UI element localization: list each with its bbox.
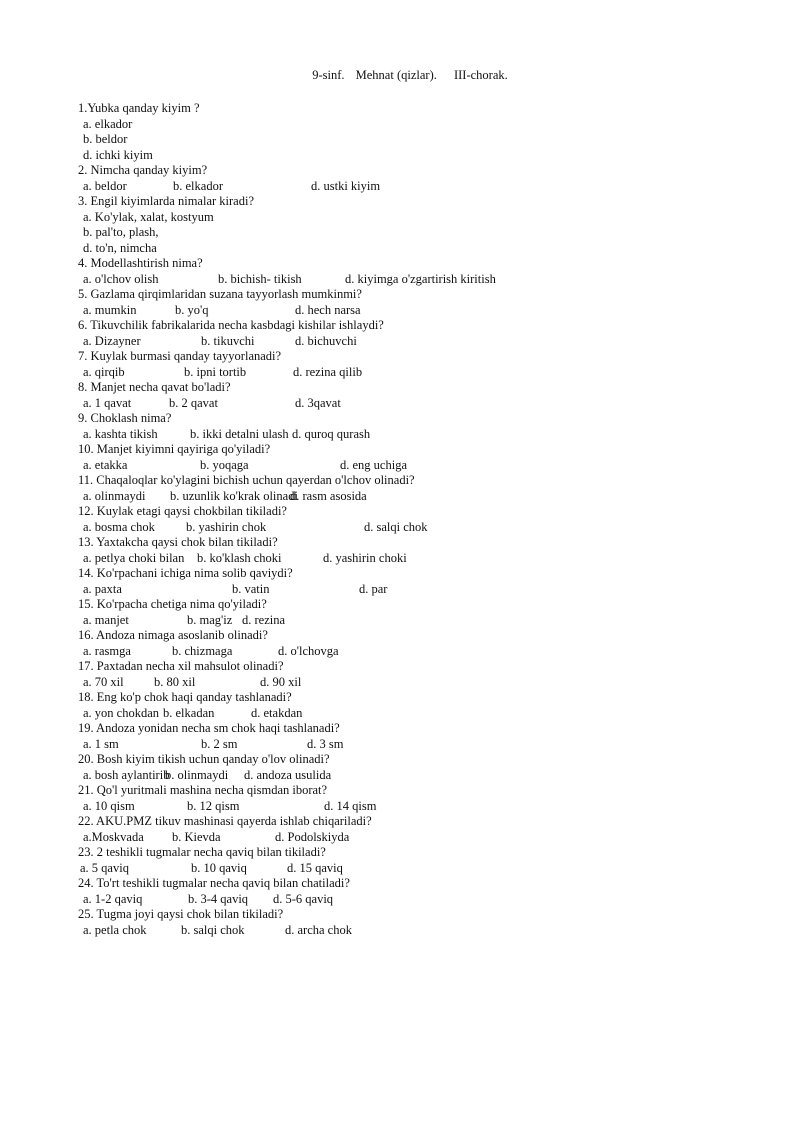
answer-option: d. hech narsa [295,302,361,317]
header-subject: Mehnat (qizlar). [355,68,437,82]
answer-option: b. beldor [83,132,128,146]
answer-option: d. 3qavat [295,395,341,410]
question-text: 25. Tugma joyi qaysi chok bilan tikiladi? [78,907,284,921]
answer-options-row [78,458,738,474]
answer-option: a. 1 sm [83,736,119,751]
answer-option: a. beldor [83,178,127,193]
answer-options-row [78,179,738,195]
answer-option: b. ikki detalni ulash [190,426,289,441]
answer-option: d. ustki kiyim [311,178,381,193]
answer-option: d. par [359,581,388,596]
answer-option: b. 3-4 qaviq [188,891,249,906]
answer-option: d. 90 xil [260,674,302,689]
answer-option: a. bosh aylantirib [83,767,170,782]
answer-options-row [78,334,738,350]
answer-option: b. 80 xil [154,674,196,689]
answer-options-row [78,396,738,412]
answer-options-row [78,520,738,536]
answer-option: d. 5-6 qaviq [273,891,334,906]
answer-option: b. elkador [173,178,223,193]
answer-option: d. eng uchiga [340,457,407,472]
answer-option: d. yashirin choki [323,550,407,565]
answer-option: a. 70 xil [83,674,124,689]
answer-options-row [78,551,738,567]
answer-option: b. chizmaga [172,643,233,658]
answer-option: a. 5 qaviq [80,860,129,875]
answer-options-row [78,830,738,846]
answer-options-row [78,892,738,908]
answer-options-row [78,923,738,939]
header-term: III-chorak. [453,68,508,82]
answer-option: b. olinmaydi [165,767,229,782]
answer-option: d. archa chok [285,922,352,937]
answer-options-row [78,427,738,443]
answer-option: a. petlya choki bilan [83,550,185,565]
answer-option: b. ko'klash choki [197,550,282,565]
answer-options-row [78,365,738,381]
answer-option: d. rezina qilib [293,364,363,379]
answer-options-row [78,489,738,505]
answer-option: b. 2 qavat [169,395,218,410]
answer-option: d. rezina [242,612,286,627]
answer-option: b. ipni tortib [184,364,247,379]
question-text: 21. Qo'l yuritmali mashina necha qismdan iborat? [78,783,328,797]
answer-option: d. 3 sm [307,736,344,751]
question-text: 11. Chaqaloqlar ko'ylagini bichish uchun qayerdan o'lchov olinadi? [78,473,415,487]
answer-options-row [78,737,738,753]
question-text: 24. To'rt teshikli tugmalar necha qaviq bilan chatiladi? [78,876,350,890]
answer-option: b. Kievda [172,829,221,844]
answer-option: d. quroq qurash [292,426,371,441]
answer-option: a. olinmaydi [83,488,146,503]
answer-options-row [78,768,738,784]
answer-option: a. etakka [83,457,128,472]
answer-option: a. mumkin [83,302,137,317]
answer-option: b. elkadan [163,705,215,720]
answer-option: b. tikuvchi [201,333,255,348]
answer-options-row [78,582,738,598]
question-text: 13. Yaxtakcha qaysi chok bilan tikiladi? [78,535,278,549]
answer-option: a. Ko'ylak, xalat, kostyum [83,209,214,224]
question-text: 14. Ko'rpachani ichiga nima solib qaviydi? [78,566,293,580]
question-text: 15. Ko'rpacha chetiga nima qo'yiladi? [78,597,267,611]
question-text: 16. Andoza nimaga asoslanib olinadi? [78,628,268,642]
answer-options-row [78,644,738,660]
question-text: 9. Choklash nima? [78,411,172,425]
question-text: 5. Gazlama qirqimlaridan suzana tayyorlash mumkinmi? [78,287,362,301]
answer-option: a. 1 qavat [83,395,132,410]
question-text: 7. Kuylak burmasi qanday tayyorlanadi? [78,349,282,363]
answer-options-row [78,861,738,877]
answer-option: d. salqi chok [364,519,428,534]
answer-option: b. mag'iz [187,612,233,627]
question-text: 19. Andoza yonidan necha sm chok haqi tashlanadi? [78,721,340,735]
answer-option: a. 10 qism [83,798,135,813]
question-text: 1.Yubka qanday kiyim ? [78,101,200,115]
answer-option: a. petla chok [83,922,147,937]
answer-option: b. yashirin chok [186,519,267,534]
answer-options-row [78,272,738,288]
question-text: 2. Nimcha qanday kiyim? [78,163,208,177]
answer-option: b. pal'to, plash, [83,225,159,239]
answer-option: a. kashta tikish [83,426,158,441]
answer-option: d. to'n, nimcha [83,240,157,255]
answer-option: d. ichki kiyim [83,147,153,162]
answer-option: b. yoqaga [200,457,249,472]
question-text: 20. Bosh kiyim tikish uchun qanday o'lov olinadi? [78,752,330,766]
answer-option: a. rasmga [83,643,131,658]
question-text: 6. Tikuvchilik fabrikalarida necha kasbdagi kishilar ishlaydi? [78,318,384,332]
answer-option: d. andoza usulida [244,767,332,782]
answer-options-row [78,675,738,691]
answer-option: d. bichuvchi [295,333,357,348]
answer-option: b. salqi chok [181,922,245,937]
answer-option: b. 12 qism [187,798,240,813]
question-text: 22. AKU.PMZ tikuv mashinasi qayerda ishlab chiqariladi? [78,814,372,828]
answer-option: d. Podolskiyda [275,829,350,844]
answer-option: a. paxta [83,581,122,596]
answer-option: a. qirqib [83,364,125,379]
question-text: 10. Manjet kiyimni qayiriga qo'yiladi? [78,442,271,456]
answer-option: a. yon chokdan [83,705,160,720]
header-grade: 9-sinf. [312,68,345,82]
answer-options-row [78,706,738,722]
answer-options-row [78,303,738,319]
answer-options-row [78,613,738,629]
answer-option: b. vatin [232,581,270,596]
answer-options-row [78,799,738,815]
answer-option: b. 10 qaviq [191,860,247,875]
question-text: 8. Manjet necha qavat bo'ladi? [78,380,231,394]
answer-option: d. etakdan [251,705,303,720]
question-text: 3. Engil kiyimlarda nimalar kiradi? [78,194,254,208]
answer-option: a. 1-2 qaviq [83,891,143,906]
answer-option: b. uzunlik ko'krak olinadi [170,488,298,503]
answer-option: d. o'lchovga [278,643,339,658]
answer-option: b. bichish- tikish [218,271,302,286]
answer-option: a. manjet [83,612,129,627]
answer-option: d. kiyimga o'zgartirish kiritish [345,271,496,286]
answer-option: d. 14 qism [324,798,377,813]
answer-option: a. o'lchov olish [83,271,159,286]
quiz-list [78,101,738,938]
question-text: 18. Eng ko'p chok haqi qanday tashlanadi? [78,690,292,704]
question-text: 12. Kuylak etagi qaysi chokbilan tikiladi? [78,504,287,518]
answer-option: b. 2 sm [201,736,238,751]
answer-option: b. yo'q [175,302,209,317]
answer-option: a.Moskvada [83,829,144,844]
question-text: 4. Modellashtirish nima? [78,256,203,270]
answer-option: a. elkador [83,116,133,131]
question-text: 23. 2 teshikli tugmalar necha qaviq bilan tikiladi? [78,845,326,859]
answer-option: d. 15 qaviq [287,860,343,875]
answer-option: d. rasm asosida [290,488,367,503]
answer-option: a. bosma chok [83,519,155,534]
answer-option: a. Dizayner [83,333,141,348]
document-header [0,68,800,83]
question-text: 17. Paxtadan necha xil mahsulot olinadi? [78,659,284,673]
